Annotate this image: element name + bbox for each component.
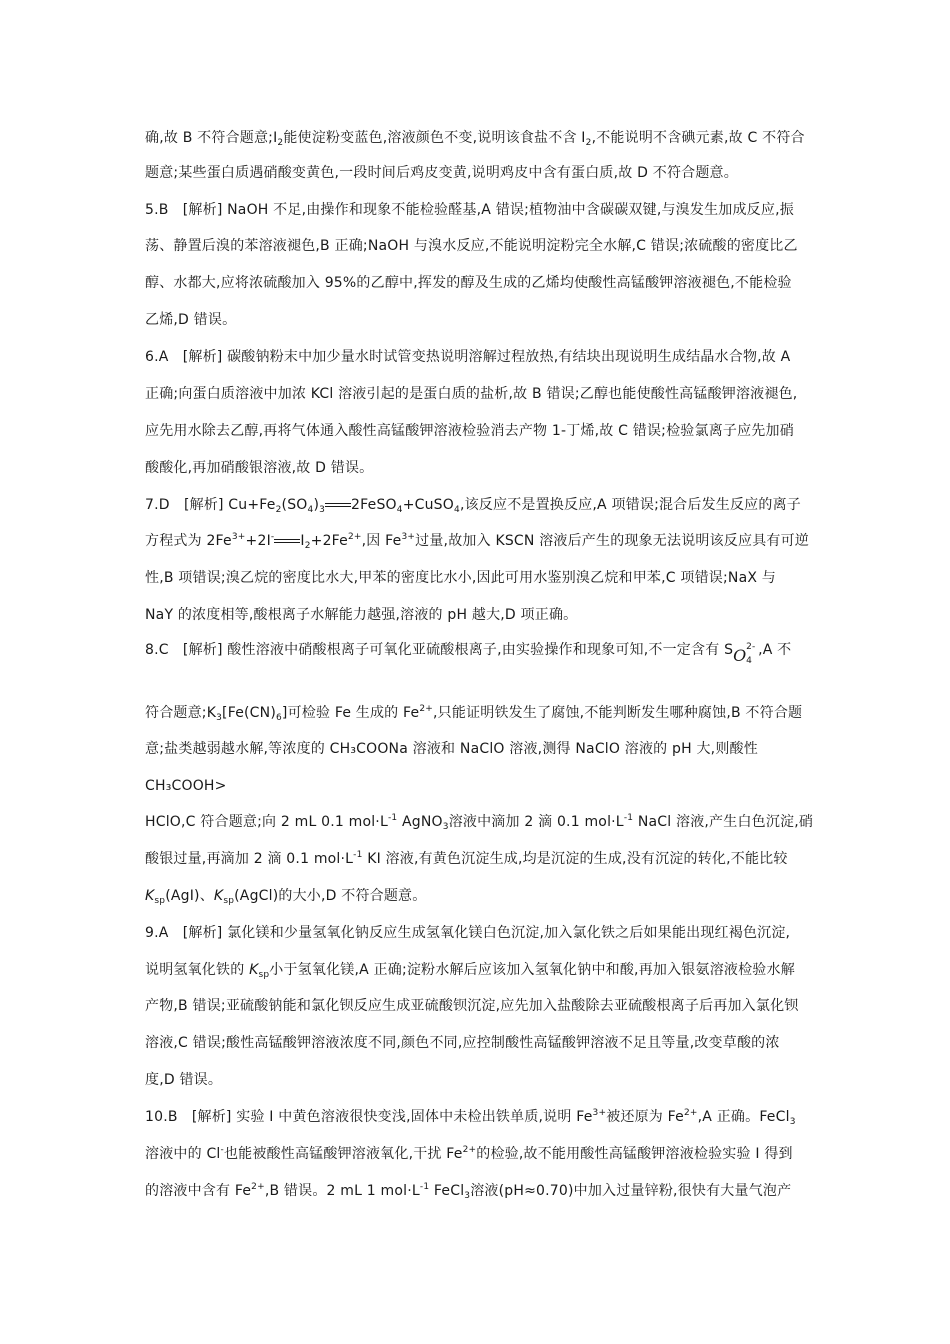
text-line: 酸酸化,再加硝酸银溶液,故 D 错误。 — [145, 460, 374, 476]
text-line: 的溶液中含有 $Fe^{2+},B$ 错误。2 mL 1 $mol\cdot L^{-1}$ FeCl$_3$溶液(pH≈0.70)中加入过量锌粉,很快有大量气泡产 — [145, 1182, 792, 1201]
answer-7: 7.D [解析] $Cu+Fe_2(SO_4)_3$ 2FeSO$_4$+CuSO$_4$,该反应不是置换反应,A 项错误;混合后发生反应的离子 — [145, 497, 801, 515]
text-line: NaY 的浓度相等,酸根离子水解能力越强,溶液的 pH 越大,D 项正确。 — [145, 607, 578, 623]
text-line: 确,故 B 不符合题意$;I_2$能使淀粉变蓝色,溶液颜色不变,说明该食盐不含 $I_2$,不能说明不含碘元素,故 C 不符合 — [145, 130, 805, 148]
text-line: 酸银过量,再滴加 2 滴 0.1 $mol\cdot L^{-1}$ KI 溶液,有黄色沉淀生成,均是沉淀的生成,没有沉淀的转化,不能比较 — [145, 850, 788, 867]
answer-5: 5.B [解析] NaOH 不足,由操作和现象不能检验醛基,A 错误;植物油中含碳碳双键,与溴发生加成反应,振 — [145, 202, 794, 218]
text-line: 溶液中的 Cl-也能被酸性高锰酸钾溶液氧化,干扰 $Fe^{2+}$的检验,故不能用酸性高锰酸钾溶液检验实验 I 得到 — [145, 1145, 793, 1162]
equilibrium-arrow-icon — [274, 538, 300, 544]
text-line: 产物,B 错误;亚硫酸钠能和氯化钡反应生成亚硫酸钡沉淀,应先加入盐酸除去亚硫酸根离子后再加入氯化钡 — [145, 998, 799, 1014]
sulfate-formula: S O 2- 4 — [724, 642, 756, 666]
text-line: 性,B 项错误;溴乙烷的密度比水大,甲苯的密度比水小,因此可用水鉴别溴乙烷和甲苯,C 项错误;NaX 与 — [145, 570, 777, 586]
text-line: 意;盐类越弱越水解,等浓度的 CH₃COONa 溶液和 NaClO 溶液,测得 NaClO 溶液的 pH 大,则酸性 — [145, 741, 758, 757]
text-line: CH₃COOH> — [145, 778, 227, 794]
text-line: HClO,C 符合题意;向 2 mL 0.1 $mol\cdot L^{-1}$ AgNO$_3$溶液中滴加 2 滴 0.1 $mol\cdot L^{-1}$ NaCl 溶液,产生白色沉淀,硝 — [145, 813, 814, 832]
answer-6: 6.A [解析] 碳酸钠粉末中加少量水时试管变热说明溶解过程放热,有结块出现说明生成结晶水合物,故 A — [145, 349, 791, 365]
text-line: 荡、静置后溴的苯溶液褪色,B 正确;NaOH 与溴水反应,不能说明淀粉完全水解,C 错误;浓硫酸的密度比乙 — [145, 238, 798, 254]
text-line: 说明氢氧化铁的 $K_{sp}$小于氢氧化镁,A 正确;淀粉水解后应该加入氢氧化钠中和酸,再加入银氨溶液检验水解 — [145, 962, 795, 980]
text-line: 方程式为 $2Fe^{3+}+2I^-$ $I_2+2Fe^{2+}$,因 $Fe^{3+}$过量,故加入 KSCN 溶液后产生的现象无法说明该反应具有可逆 — [145, 532, 810, 551]
answer-10: 10.B [解析] 实验 I 中黄色溶液很快变浅,固体中未检出铁单质,说明 $Fe^{3+}$被还原为 $Fe^{2+},A$ 正确。FeCl$_3$ — [145, 1108, 796, 1127]
answer-8: 8.C [解析] 酸性溶液中硝酸根离子可氧化亚硫酸根离子,由实验操作和现象可知,不一定含有 S O 2- 4 ,A 不 — [145, 642, 792, 666]
text-line: 正确;向蛋白质溶液中加浓 KCl 溶液引起的是蛋白质的盐析,故 B 错误;乙醇也能使酸性高锰酸钾溶液褪色, — [145, 386, 798, 402]
text-line: 乙烯,D 错误。 — [145, 312, 237, 328]
text-line: $K_{sp}(AgI)$、$K_{sp}(AgCl)$的大小,D 不符合题意。 — [145, 888, 427, 906]
equals-arrow-icon — [325, 502, 351, 508]
text-line: 度,D 错误。 — [145, 1072, 223, 1088]
text-line: 题意;某些蛋白质遇硝酸变黄色,一段时间后鸡皮变黄,说明鸡皮中含有蛋白质,故 D 不符合题意。 — [145, 165, 738, 181]
text-line: 溶液,C 错误;酸性高锰酸钾溶液浓度不同,颜色不同,应控制酸性高锰酸钾溶液不足且等量,改变草酸的浓 — [145, 1035, 780, 1051]
text-line: 符合题意$;K_3[Fe(CN)_6]$可检验 Fe 生成的 $Fe^{2+}$,只能证明铁发生了腐蚀,不能判断发生哪种腐蚀,B 不符合题 — [145, 704, 803, 723]
text-line: 醇、水都大,应将浓硫酸加入 95%的乙醇中,挥发的醇及生成的乙烯均使酸性高锰酸钾溶液褪色,不能检验 — [145, 275, 792, 291]
answer-9: 9.A [解析] 氯化镁和少量氢氧化钠反应生成氢氧化镁白色沉淀,加入氯化铁之后如果能出现红褐色沉淀, — [145, 925, 791, 941]
text-line: 应先用水除去乙醇,再将气体通入酸性高锰酸钾溶液检验消去产物 1-丁烯,故 C 错误;检验氯离子应先加硝 — [145, 423, 794, 439]
